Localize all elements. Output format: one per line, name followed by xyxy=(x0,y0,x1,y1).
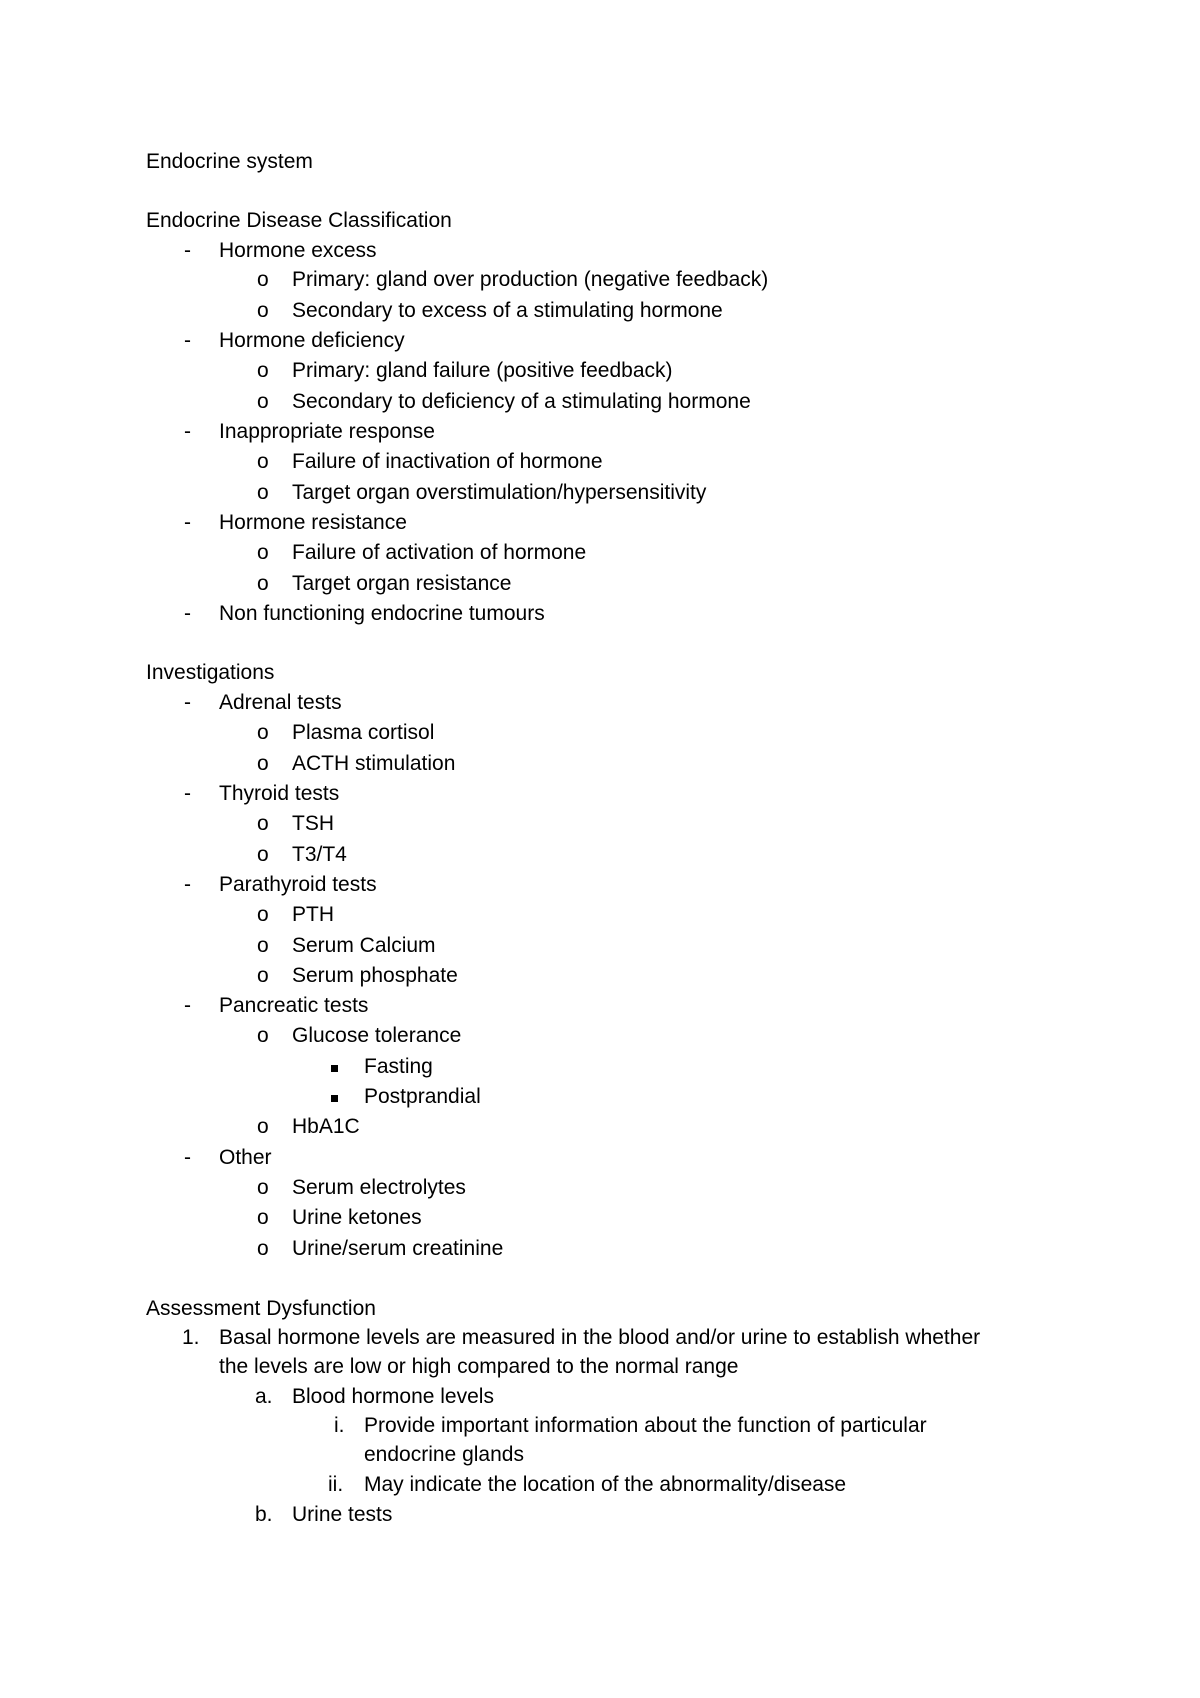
dash-bullet: - xyxy=(184,329,191,352)
lettered-item: Urine tests xyxy=(292,1503,393,1526)
roman-item-line: Provide important information about the function of particular xyxy=(364,1414,927,1437)
letter-marker: a. xyxy=(255,1385,273,1408)
list-item: Adrenal tests xyxy=(219,691,342,714)
sub-list-item: Urine/serum creatinine xyxy=(292,1237,504,1260)
sub-list-item: Failure of activation of hormone xyxy=(292,541,587,564)
sub-list-item: Plasma cortisol xyxy=(292,721,435,744)
list-item: Non functioning endocrine tumours xyxy=(219,602,545,625)
circle-bullet: o xyxy=(257,268,269,291)
circle-bullet: o xyxy=(257,812,269,835)
circle-bullet: o xyxy=(257,541,269,564)
dash-bullet: - xyxy=(184,420,191,443)
roman-marker: ii. xyxy=(328,1473,344,1496)
circle-bullet: o xyxy=(257,572,269,595)
sub-list-item: Serum phosphate xyxy=(292,964,458,987)
square-bullet xyxy=(331,1095,338,1102)
dash-bullet: - xyxy=(184,1146,191,1169)
sub-list-item: Primary: gland over production (negative feedback) xyxy=(292,268,769,291)
dash-bullet: - xyxy=(184,239,191,262)
roman-item-line: May indicate the location of the abnormality/disease xyxy=(364,1473,847,1496)
square-bullet xyxy=(331,1065,338,1072)
circle-bullet: o xyxy=(257,1237,269,1260)
circle-bullet: o xyxy=(257,1115,269,1138)
list-item: Hormone resistance xyxy=(219,511,407,534)
sub-list-item: PTH xyxy=(292,903,334,926)
list-item: Hormone excess xyxy=(219,239,377,262)
circle-bullet: o xyxy=(257,481,269,504)
sub-list-item: T3/T4 xyxy=(292,843,347,866)
list-item: Parathyroid tests xyxy=(219,873,377,896)
list-item: Hormone deficiency xyxy=(219,329,405,352)
sub-list-item: Glucose tolerance xyxy=(292,1024,462,1047)
circle-bullet: o xyxy=(257,721,269,744)
sub-list-item: TSH xyxy=(292,812,334,835)
sub-list-item: HbA1C xyxy=(292,1115,360,1138)
circle-bullet: o xyxy=(257,964,269,987)
circle-bullet: o xyxy=(257,299,269,322)
circle-bullet: o xyxy=(257,1176,269,1199)
sub-list-item: Primary: gland failure (positive feedback) xyxy=(292,359,673,382)
sub-list-item: Serum Calcium xyxy=(292,934,436,957)
circle-bullet: o xyxy=(257,1024,269,1047)
circle-bullet: o xyxy=(257,934,269,957)
sub-list-item: ACTH stimulation xyxy=(292,752,456,775)
sub-list-item: Target organ overstimulation/hypersensitivity xyxy=(292,481,707,504)
dash-bullet: - xyxy=(184,994,191,1017)
lettered-item: Blood hormone levels xyxy=(292,1385,494,1408)
roman-item-line: endocrine glands xyxy=(364,1443,524,1466)
sub-list-item: Failure of inactivation of hormone xyxy=(292,450,603,473)
section-heading-classification: Endocrine Disease Classification xyxy=(146,209,452,232)
sub-list-item: Serum electrolytes xyxy=(292,1176,466,1199)
circle-bullet: o xyxy=(257,359,269,382)
roman-marker: i. xyxy=(334,1414,345,1437)
circle-bullet: o xyxy=(257,843,269,866)
number-marker: 1. xyxy=(182,1326,200,1349)
dash-bullet: - xyxy=(184,873,191,896)
letter-marker: b. xyxy=(255,1503,273,1526)
list-item: Other xyxy=(219,1146,272,1169)
numbered-item-line: Basal hormone levels are measured in the blood and/or urine to establish whether xyxy=(219,1326,981,1349)
sub-list-item: Target organ resistance xyxy=(292,572,512,595)
list-item: Pancreatic tests xyxy=(219,994,369,1017)
sub-sub-list-item: Fasting xyxy=(364,1055,433,1078)
document-title: Endocrine system xyxy=(146,150,313,173)
sub-list-item: Secondary to excess of a stimulating hormone xyxy=(292,299,723,322)
dash-bullet: - xyxy=(184,782,191,805)
dash-bullet: - xyxy=(184,511,191,534)
list-item: Thyroid tests xyxy=(219,782,340,805)
sub-sub-list-item: Postprandial xyxy=(364,1085,481,1108)
circle-bullet: o xyxy=(257,752,269,775)
numbered-item-line: the levels are low or high compared to the normal range xyxy=(219,1355,739,1378)
circle-bullet: o xyxy=(257,1206,269,1229)
section-heading-assessment: Assessment Dysfunction xyxy=(146,1297,376,1320)
dash-bullet: - xyxy=(184,602,191,625)
sub-list-item: Urine ketones xyxy=(292,1206,422,1229)
circle-bullet: o xyxy=(257,903,269,926)
list-item: Inappropriate response xyxy=(219,420,435,443)
section-heading-investigations: Investigations xyxy=(146,661,275,684)
circle-bullet: o xyxy=(257,390,269,413)
circle-bullet: o xyxy=(257,450,269,473)
sub-list-item: Secondary to deficiency of a stimulating hormone xyxy=(292,390,751,413)
dash-bullet: - xyxy=(184,691,191,714)
